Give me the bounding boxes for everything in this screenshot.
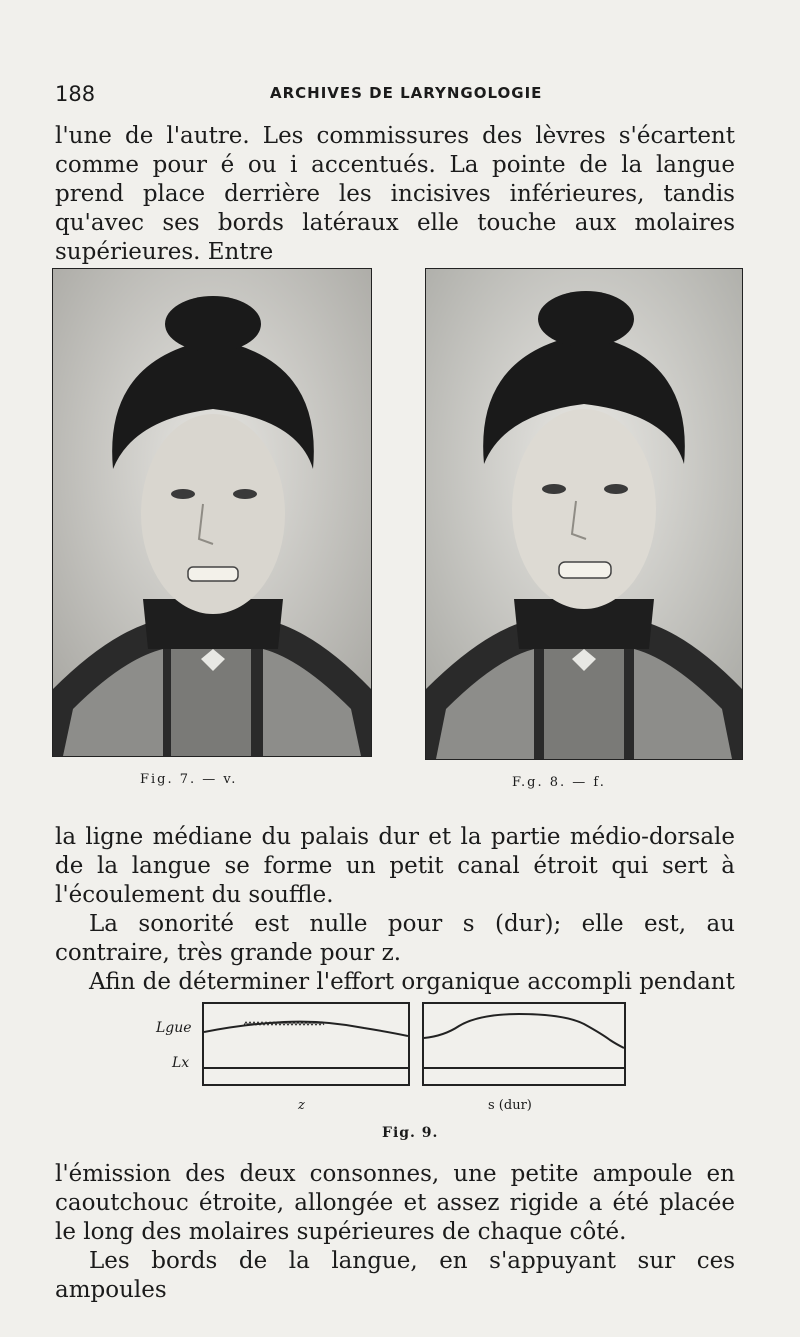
trace-box-s [422, 1002, 626, 1086]
paragraph-text: la ligne médiane du palais dur et la partie médio-dorsale de la langue se forme un petit canal étroit qui sert à l'écoulement du souffle. [55, 824, 735, 908]
portrait-photo-icon [53, 269, 371, 756]
figure-9 [150, 1000, 650, 1150]
page-header [55, 82, 745, 112]
paragraph-text: La sonorité est nulle pour s (dur); elle est, au contraire, très grande pour z. [55, 911, 735, 966]
trace-box-z [202, 1002, 410, 1086]
trace-label-tongue: Lgue [156, 1020, 192, 1036]
trace-graph-icon [204, 1004, 408, 1084]
portrait-photo-icon [426, 269, 742, 759]
figure-7-caption: Fig. 7. — v. [140, 772, 238, 787]
paragraph-bottom [55, 1160, 735, 1305]
paragraph-text: l'émission des deux consonnes, une petite ampoule en caoutchouc étroite, allongée et assez rigide a été placée le long des molaires supérieures de chaque côté. [55, 1161, 735, 1245]
figure-9-caption: Fig. 9. [382, 1125, 439, 1141]
paragraph-text: Les bords de la langue, en s'appuyant sur ces ampoules [55, 1248, 735, 1303]
trace-label-larynx: Lx [172, 1055, 190, 1071]
running-head: ARCHIVES DE LARYNGOLOGIE [270, 84, 543, 102]
figure-8-caption: F.g. 8. — f. [512, 775, 606, 790]
paragraph-text: l'une de l'autre. Les commissures des lèvres s'écartent comme pour é ou i accentués. La pointe de la langue prend place derrière les incisives inférieures, tandis qu'avec ses bords latéraux elle touche aux molaires supérieures. Entre [55, 123, 735, 265]
trace-graph-icon [424, 1004, 624, 1084]
paragraph-middle [55, 823, 735, 997]
figure-8-photo [425, 268, 743, 760]
trace-caption-z: z [298, 1098, 305, 1113]
page-number: 188 [55, 82, 96, 106]
trace-caption-s: s (dur) [488, 1098, 532, 1113]
paragraph-text: Afin de déterminer l'effort organique accompli pendant [89, 969, 735, 995]
paragraph-top [55, 122, 735, 267]
figure-7-photo [52, 268, 372, 757]
